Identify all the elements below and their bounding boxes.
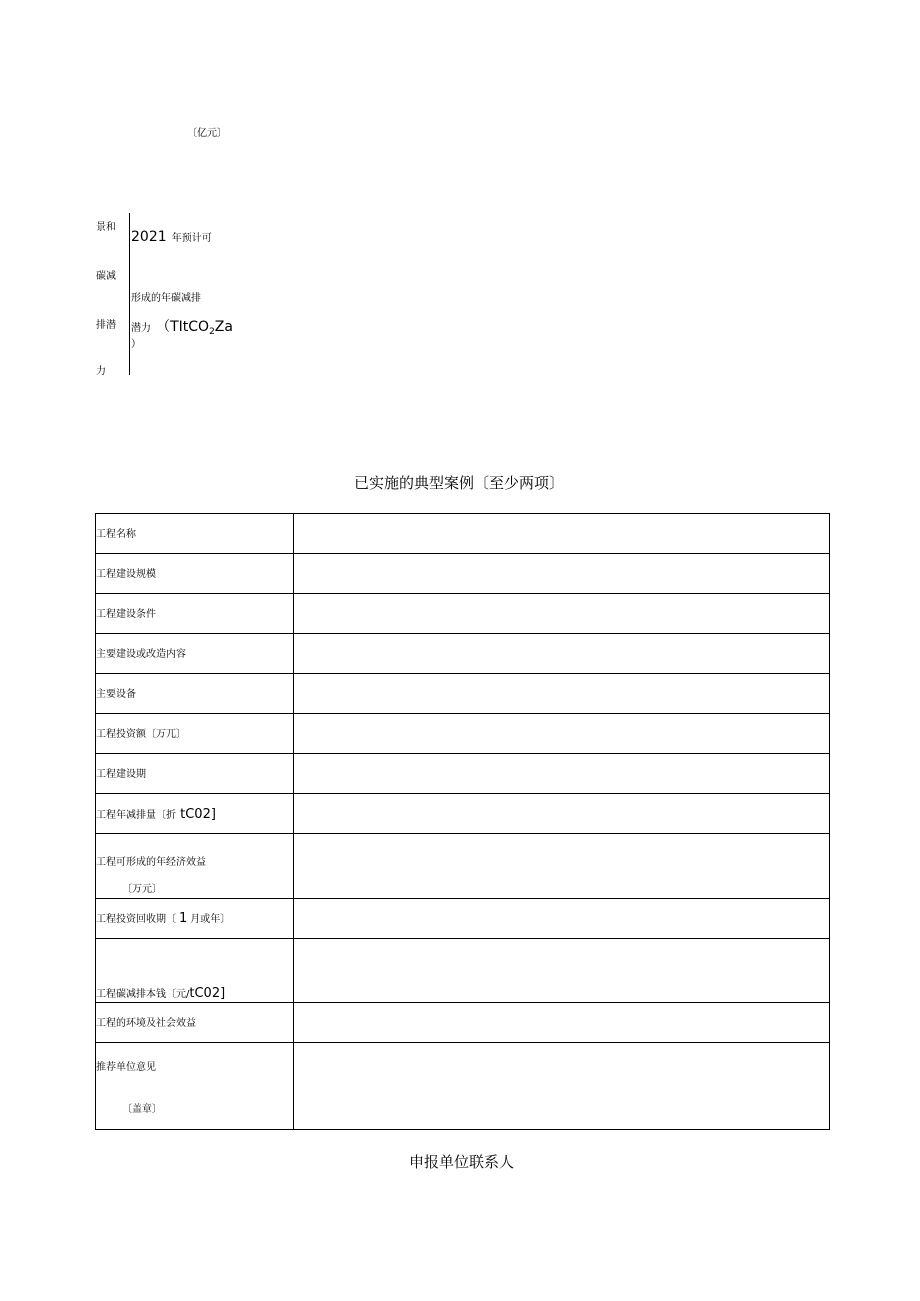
row-label: 工程的环境及社会效益: [96, 1003, 294, 1043]
row-value[interactable]: [294, 794, 830, 834]
table-row: [96, 594, 830, 634]
side-label-4: 力: [96, 366, 106, 377]
row-value[interactable]: [294, 514, 830, 554]
open-paren: （: [156, 319, 171, 335]
potential-label: 潜力: [131, 323, 151, 334]
table-row: [96, 899, 830, 939]
divider-line: [129, 213, 130, 375]
row-value[interactable]: [294, 634, 830, 674]
row-label-main: 工程年减排量〔折: [96, 810, 176, 821]
forecast-line-1: [131, 226, 212, 245]
row-label-main: 推荐单位意见: [96, 1062, 156, 1073]
table-row: [96, 1003, 830, 1043]
row-label-sub: 〔万元〕: [122, 884, 162, 895]
table-row: [96, 674, 830, 714]
row-value[interactable]: [294, 899, 830, 939]
row-label: 工程建设期: [96, 754, 294, 794]
row-label: 主要建设或改造内容: [96, 634, 294, 674]
table-row: [96, 554, 830, 594]
side-label-3: 排潜: [96, 320, 116, 331]
row-label: [96, 834, 294, 899]
row-value[interactable]: [294, 714, 830, 754]
cases-table: [95, 513, 830, 1130]
close-paren: ）: [131, 339, 141, 350]
row-label-end: 月或年〕: [190, 914, 231, 925]
row-label-unit: tC02]: [176, 807, 216, 822]
row-label-unit: tC02]: [189, 986, 226, 1001]
row-label-sub: 〔盖章〕: [122, 1104, 162, 1115]
row-label: [96, 939, 294, 1003]
row-label: [96, 794, 294, 834]
row-value[interactable]: [294, 594, 830, 634]
table-row: [96, 939, 830, 1003]
table-row: [96, 1043, 830, 1130]
side-label-2: 碳减: [96, 271, 116, 282]
row-label-main: 工程碳减排本钱〔元/: [96, 989, 190, 1000]
table-row: [96, 714, 830, 754]
row-label: 主要设备: [96, 674, 294, 714]
unit-code: TItCO: [170, 319, 210, 335]
row-label: [96, 899, 294, 939]
row-value[interactable]: [294, 554, 830, 594]
row-label-number: 1: [179, 911, 188, 926]
row-label-main: 工程可形成的年经济效益: [96, 857, 206, 868]
row-value[interactable]: [294, 939, 830, 1003]
footer-title: 申报单位联系人: [409, 1153, 515, 1171]
table-row: [96, 754, 830, 794]
row-label: 工程投资额〔万兀〕: [96, 714, 294, 754]
unit-suffix: Za: [214, 319, 233, 335]
row-label: 工程名称: [96, 514, 294, 554]
table-row: [96, 634, 830, 674]
table-row: [96, 514, 830, 554]
year-value: 2021: [131, 229, 167, 245]
table-row: [96, 834, 830, 899]
row-label: 工程建设规模: [96, 554, 294, 594]
unit-subscript: 2: [209, 327, 215, 337]
row-label: [96, 1043, 294, 1130]
forecast-line-2: 形成的年碳减排: [131, 293, 201, 304]
row-label-main: 工程投资回收期〔: [96, 914, 176, 925]
row-value[interactable]: [294, 1003, 830, 1043]
row-value[interactable]: [294, 674, 830, 714]
forecast-line-3: [131, 316, 233, 337]
row-value[interactable]: [294, 754, 830, 794]
forecast-line-1-rest: 年预计可: [171, 233, 212, 244]
table-row: [96, 794, 830, 834]
row-value[interactable]: [294, 834, 830, 899]
row-value[interactable]: [294, 1043, 830, 1130]
unit-yi-label: 〔亿元〕: [187, 128, 227, 139]
row-label: 工程建设条件: [96, 594, 294, 634]
cases-title: 已实施的典型案例〔至少两项〕: [354, 474, 565, 492]
side-label-1: 景和: [96, 222, 116, 233]
